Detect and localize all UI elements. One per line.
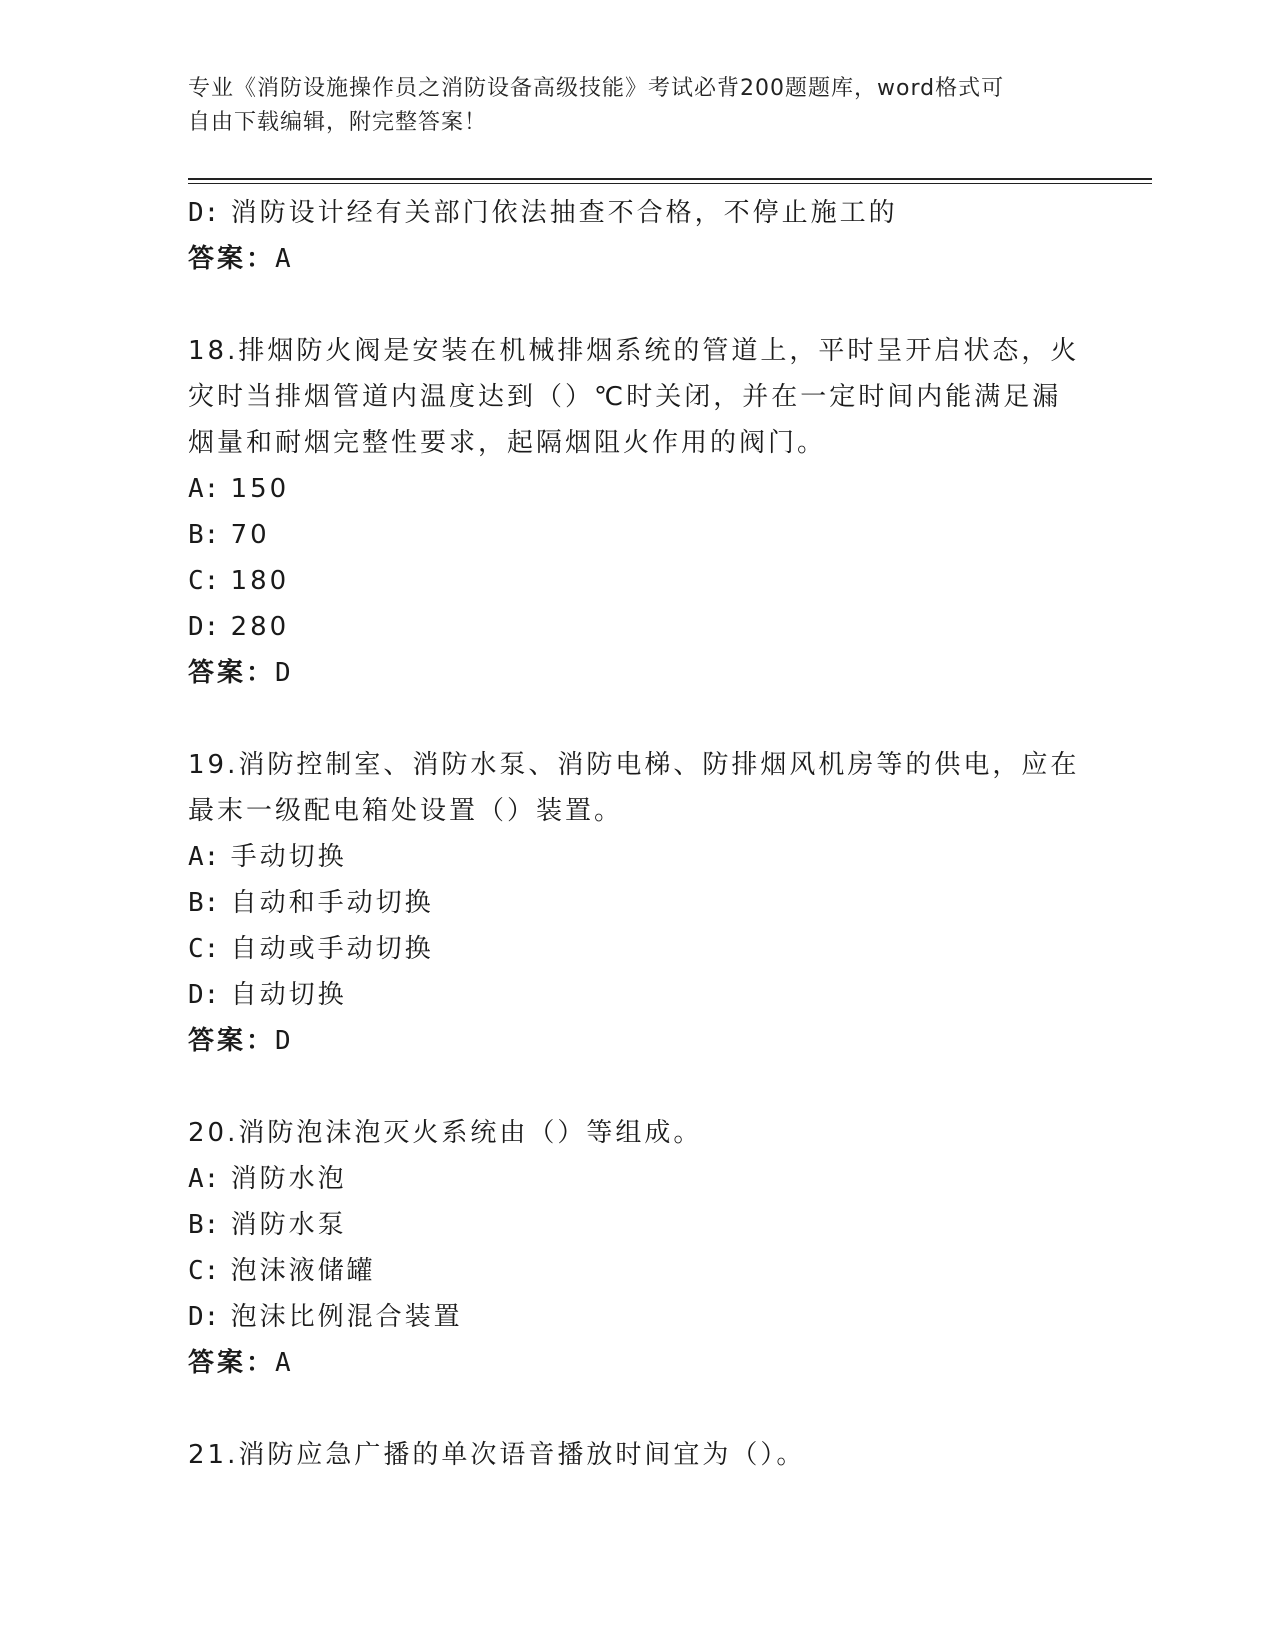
option-text: 自动切换 bbox=[230, 980, 347, 1010]
page-header bbox=[188, 72, 1088, 140]
question-text-line: 21.消防应急广播的单次语音播放时间宜为（）。 bbox=[188, 1440, 806, 1470]
option-text: 自动或手动切换 bbox=[230, 934, 434, 964]
answer-value: D bbox=[275, 658, 291, 688]
option-text: 自动和手动切换 bbox=[230, 888, 434, 918]
option-text: 280 bbox=[230, 612, 290, 642]
option-c bbox=[188, 926, 1088, 972]
answer-line bbox=[188, 1340, 1088, 1386]
answer-value: A bbox=[275, 244, 291, 274]
option-c bbox=[188, 558, 1088, 604]
header-line-2: 自由下载编辑，附完整答案！ bbox=[188, 110, 488, 135]
option-b bbox=[188, 512, 1088, 558]
option-a bbox=[188, 466, 1088, 512]
option-d bbox=[188, 1294, 1088, 1340]
option-letter: A: bbox=[188, 474, 220, 504]
option-d bbox=[188, 604, 1088, 650]
answer-line bbox=[188, 1018, 1088, 1064]
option-letter: D: bbox=[188, 612, 220, 642]
option-letter: B: bbox=[188, 1210, 220, 1240]
header-line-1: 专业《消防设施操作员之消防设备高级技能》考试必背200题题库，word格式可 bbox=[188, 76, 1005, 101]
question-20 bbox=[188, 1110, 1088, 1386]
option-letter: D: bbox=[188, 980, 220, 1010]
option-text: 180 bbox=[230, 566, 290, 596]
question-text-line: 19.消防控制室、消防水泵、消防电梯、防排烟风机房等的供电，应在 bbox=[188, 750, 1080, 780]
option-letter: B: bbox=[188, 520, 220, 550]
question-21 bbox=[188, 1432, 1088, 1478]
option-text: 手动切换 bbox=[230, 842, 347, 872]
option-letter: C: bbox=[188, 566, 220, 596]
question-text-line: 20.消防泡沫泡灭火系统由（）等组成。 bbox=[188, 1118, 703, 1148]
question-19 bbox=[188, 742, 1088, 1064]
option-b bbox=[188, 1202, 1088, 1248]
option-letter: C: bbox=[188, 934, 220, 964]
option-text: 消防水泡 bbox=[230, 1164, 347, 1194]
option-letter: C: bbox=[188, 1256, 220, 1286]
answer-label: 答案： bbox=[188, 658, 276, 688]
option-letter: D: bbox=[188, 198, 220, 228]
option-d bbox=[188, 972, 1088, 1018]
answer-label: 答案： bbox=[188, 1026, 276, 1056]
question-18 bbox=[188, 328, 1088, 696]
option-text: 消防水泵 bbox=[230, 1210, 347, 1240]
answer-label: 答案： bbox=[188, 244, 276, 274]
answer-line bbox=[188, 236, 1088, 282]
option-a bbox=[188, 1156, 1088, 1202]
header-divider bbox=[188, 178, 1152, 184]
answer-label: 答案： bbox=[188, 1348, 276, 1378]
answer-value: D bbox=[275, 1026, 291, 1056]
option-text: 泡沫液储罐 bbox=[230, 1256, 376, 1286]
option-letter: A: bbox=[188, 842, 220, 872]
question-text-line: 灾时当排烟管道内温度达到（）℃时关闭，并在一定时间内能满足漏 bbox=[188, 382, 1062, 412]
option-d bbox=[188, 190, 1088, 236]
option-text: 150 bbox=[230, 474, 290, 504]
option-text: 泡沫比例混合装置 bbox=[230, 1302, 463, 1332]
option-text: 消防设计经有关部门依法抽查不合格，不停止施工的 bbox=[230, 198, 898, 228]
document-body bbox=[188, 190, 1088, 1478]
answer-value: A bbox=[275, 1348, 291, 1378]
question-text-line: 最末一级配电箱处设置（）装置。 bbox=[188, 796, 624, 826]
option-letter: B: bbox=[188, 888, 220, 918]
option-letter: D: bbox=[188, 1302, 220, 1332]
option-letter: A: bbox=[188, 1164, 220, 1194]
option-text: 70 bbox=[230, 520, 270, 550]
option-a bbox=[188, 834, 1088, 880]
option-b bbox=[188, 880, 1088, 926]
answer-line bbox=[188, 650, 1088, 696]
question-text-line: 烟量和耐烟完整性要求，起隔烟阻火作用的阀门。 bbox=[188, 428, 827, 458]
option-c bbox=[188, 1248, 1088, 1294]
question-text-line: 18.排烟防火阀是安装在机械排烟系统的管道上，平时呈开启状态，火 bbox=[188, 336, 1080, 366]
